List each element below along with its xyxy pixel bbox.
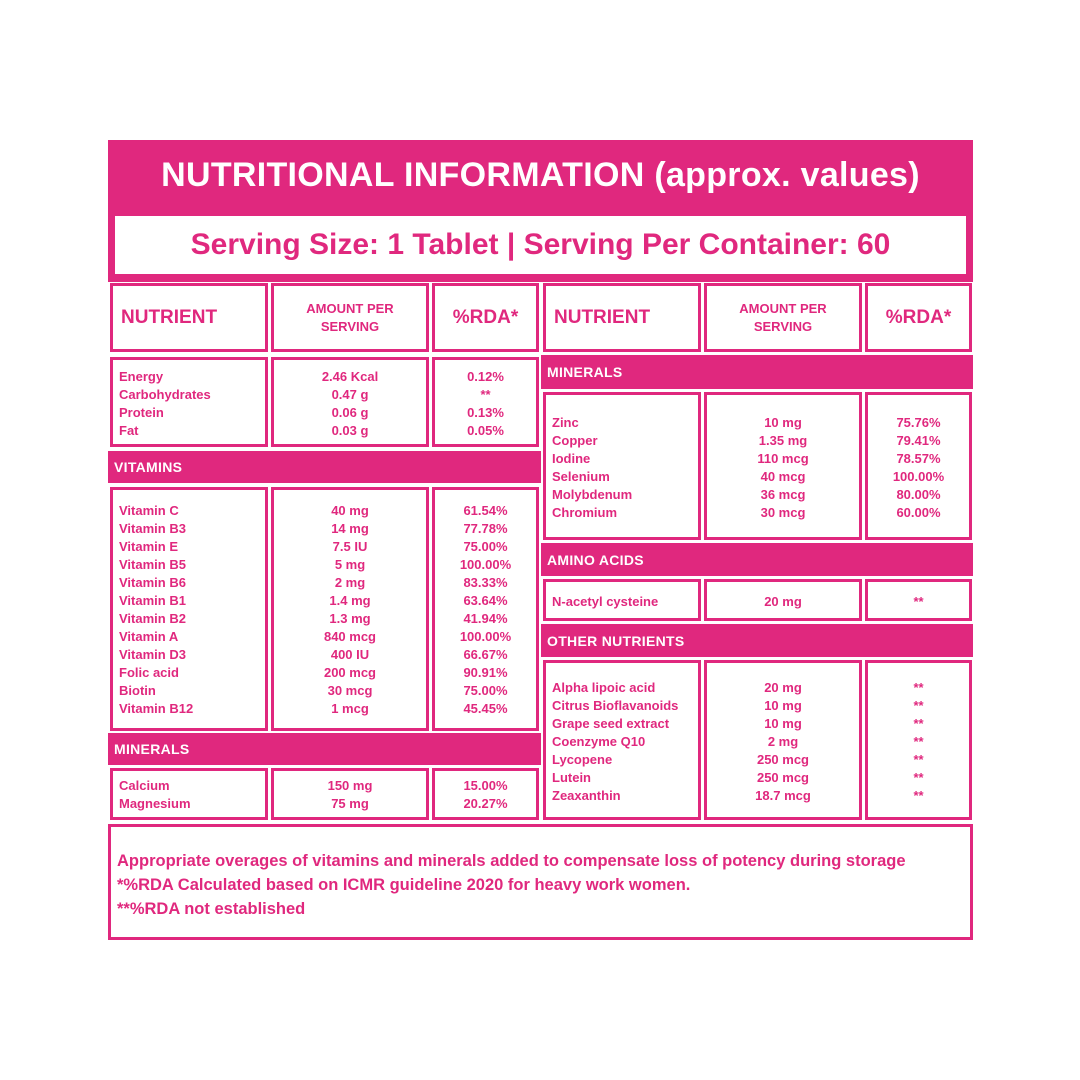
section-vitamins: VITAMINS: [108, 451, 541, 483]
footnote-rda-not-established: **%RDA not established: [117, 900, 306, 918]
minerals-right-names: Zinc Copper Iodine Selenium Molybdenum Chromium: [543, 392, 701, 540]
header-rda-left: %RDA*: [432, 283, 539, 352]
minerals-right-amounts: 10 mg 1.35 mg 110 mcg 40 mcg 36 mcg 30 mcg: [704, 392, 862, 540]
page-title: [108, 140, 973, 210]
footnotes: [108, 824, 973, 940]
header-rda-right: %RDA*: [865, 283, 972, 352]
header-amount-right: AMOUNT PER SERVING: [704, 283, 862, 352]
header-amount-left: AMOUNT PER SERVING: [271, 283, 429, 352]
macros-amounts: 2.46 Kcal 0.47 g 0.06 g 0.03 g: [271, 357, 429, 447]
section-amino-acids: AMINO ACIDS: [541, 543, 973, 576]
other-rda: ** ** ** ** ** ** **: [865, 660, 972, 820]
footnote-rda-basis: *%RDA Calculated based on ICMR guideline 2020 for heavy work women.: [117, 876, 691, 894]
minerals-left-amounts: 150 mg 75 mg: [271, 768, 429, 820]
serving-text: Serving Size: 1 Tablet | Serving Per Container: 60: [190, 228, 891, 261]
amino-rda: **: [865, 579, 972, 621]
macros-rda: 0.12% ** 0.13% 0.05%: [432, 357, 539, 447]
vitamins-amounts: 40 mg 14 mg 7.5 IU 5 mg 2 mg 1.4 mg 1.3 mg 840 mcg 400 IU 200 mcg 30 mcg 1 mcg: [271, 487, 429, 731]
serving-info: [112, 213, 969, 277]
minerals-left-names: Calcium Magnesium: [110, 768, 268, 820]
amino-names: N-acetyl cysteine: [543, 579, 701, 621]
other-names: Alpha lipoic acid Citrus Bioflavanoids Grape seed extract Coenzyme Q10 Lycopene Lutein Zeaxanthin: [543, 660, 701, 820]
macros-names: Energy Carbohydrates Protein Fat: [110, 357, 268, 447]
section-other-nutrients: OTHER NUTRIENTS: [541, 624, 973, 657]
footnote-overages: Appropriate overages of vitamins and minerals added to compensate loss of potency during storage: [117, 852, 906, 870]
minerals-left-rda: 15.00% 20.27%: [432, 768, 539, 820]
header-nutrient-right: NUTRIENT: [543, 283, 701, 352]
minerals-right-rda: 75.76% 79.41% 78.57% 100.00% 80.00% 60.00%: [865, 392, 972, 540]
other-amounts: 20 mg 10 mg 10 mg 2 mg 250 mcg 250 mcg 18.7 mcg: [704, 660, 862, 820]
amino-amounts: 20 mg: [704, 579, 862, 621]
vitamins-rda: 61.54% 77.78% 75.00% 100.00% 83.33% 63.64% 41.94% 100.00% 66.67% 90.91% 75.00% 45.45%: [432, 487, 539, 731]
section-minerals-right: MINERALS: [541, 355, 973, 389]
section-minerals-left: MINERALS: [108, 733, 541, 765]
header-nutrient-left: NUTRIENT: [110, 283, 268, 352]
title-text: NUTRITIONAL INFORMATION (approx. values): [161, 155, 920, 194]
vitamins-names: Vitamin C Vitamin B3 Vitamin E Vitamin B5 Vitamin B6 Vitamin B1 Vitamin B2 Vitamin A Vitamin D3 Folic acid Biotin Vitamin B12: [110, 487, 268, 731]
